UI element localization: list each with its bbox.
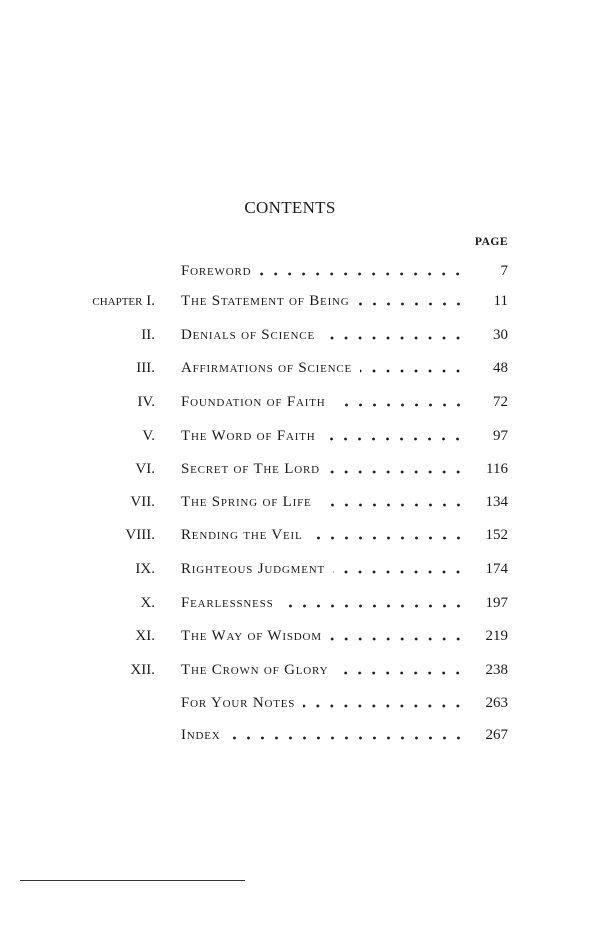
page-number: 30	[493, 327, 508, 343]
toc-entry	[0, 289, 600, 313]
toc-entry	[0, 259, 600, 283]
dot-leader	[323, 334, 465, 342]
dot-leader	[328, 468, 465, 476]
toc-entry	[0, 390, 600, 414]
dot-leader	[259, 270, 465, 278]
chapter-number: III.	[136, 360, 155, 376]
chapter-number: VII.	[130, 494, 155, 510]
chapter-title: Affirmations of Science	[181, 360, 352, 376]
dot-leader	[323, 435, 465, 443]
page-number: 97	[493, 428, 508, 444]
toc-entry	[0, 457, 600, 481]
dot-leader	[229, 734, 465, 742]
toc-entry	[0, 624, 600, 648]
chapter-number: V.	[142, 428, 155, 444]
toc-entry	[0, 490, 600, 514]
toc-entry	[0, 658, 600, 682]
chapter-number: XI.	[135, 628, 155, 644]
page-number: 152	[485, 527, 508, 543]
toc-entry	[0, 523, 600, 547]
chapter-number: IV.	[137, 394, 155, 410]
dot-leader	[303, 702, 465, 710]
page-number: 267	[485, 727, 508, 743]
dot-leader	[330, 635, 465, 643]
chapter-title: The Crown of Glory	[181, 662, 329, 678]
chapter-title: Secret of The Lord	[181, 461, 320, 477]
toc-entry	[0, 591, 600, 615]
chapter-title: For Your Notes	[181, 695, 296, 711]
toc-entry	[0, 424, 600, 448]
chapter-number: VIII.	[125, 527, 155, 543]
dot-leader	[336, 669, 465, 677]
chapter-number: IX.	[135, 561, 155, 577]
chapter-title: Fearlessness	[181, 595, 274, 611]
chapter-number: II.	[141, 327, 155, 343]
chapter-title: Foundation of Faith	[181, 394, 326, 410]
page-number: 238	[485, 662, 508, 678]
page-number: 263	[485, 695, 508, 711]
chapter-title: The Way of Wisdom	[181, 628, 322, 644]
dot-leader	[311, 534, 465, 542]
dot-leader	[358, 300, 465, 308]
chapter-number: XII.	[130, 662, 155, 678]
page-number: 174	[485, 561, 508, 577]
page-number: 72	[493, 394, 508, 410]
chapter-title: Foreword	[181, 263, 252, 279]
dot-leader	[334, 401, 466, 409]
chapter-number: X.	[140, 595, 155, 611]
page-number: 48	[493, 360, 508, 376]
toc-entry	[0, 723, 600, 747]
chapter-title: Rending the Veil	[181, 527, 303, 543]
page-title: CONTENTS	[244, 198, 336, 217]
footer-rule	[20, 880, 245, 881]
chapter-title: Denials of Science	[181, 327, 315, 343]
dot-leader	[360, 367, 465, 375]
chapter-title: Righteous Judgment	[181, 561, 325, 577]
toc-entry	[0, 691, 600, 715]
page-number: 134	[485, 494, 508, 510]
dot-leader	[333, 568, 465, 576]
chapter-title: Index	[181, 727, 221, 743]
page-number: 219	[485, 628, 508, 644]
chapter-title: The Word of Faith	[181, 428, 316, 444]
chapter-number: VI.	[135, 461, 155, 477]
toc-entry	[0, 356, 600, 380]
toc-entry	[0, 557, 600, 581]
chapter-number: chapter I.	[92, 293, 155, 309]
toc-entry	[0, 323, 600, 347]
chapter-title: The Spring of Life	[181, 494, 312, 510]
page-number: 116	[486, 461, 508, 477]
page-column-header: PAGE	[474, 236, 508, 248]
page-number: 197	[485, 595, 508, 611]
dot-leader	[320, 501, 465, 509]
page-number: 11	[493, 293, 508, 309]
page-number: 7	[500, 263, 508, 279]
dot-leader	[282, 602, 465, 610]
chapter-title: The Statement of Being	[181, 293, 350, 309]
